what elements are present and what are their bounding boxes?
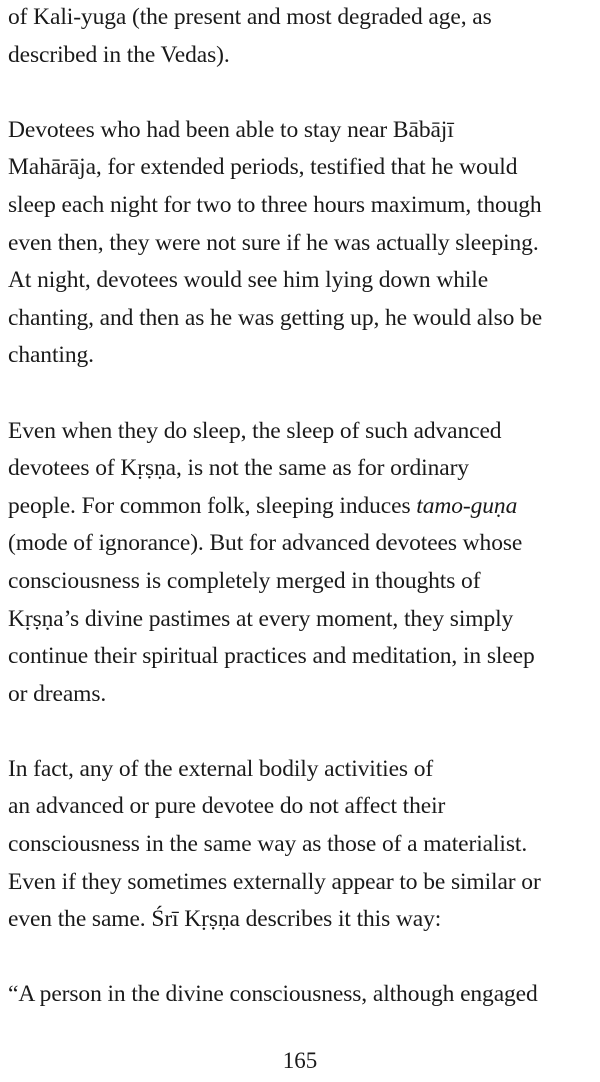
text-line: Devotees who had been able to stay near Bābājī (8, 116, 454, 143)
paragraph-5 (8, 976, 598, 1014)
paragraph-2 (8, 112, 598, 375)
text-line: even the same. Śrī Kṛṣṇa describes it this way: (8, 906, 442, 933)
text-line: Even if they sometimes externally appear to be similar or (8, 868, 541, 895)
text-line: chanting. (8, 342, 94, 369)
body-text (8, 0, 598, 1014)
text-line: or dreams. (8, 680, 107, 707)
text-line: devotees of Kṛṣṇa, is not the same as for ordinary (8, 455, 469, 482)
paragraph-3 (8, 413, 598, 714)
text-line: In fact, any of the external bodily activities of (8, 755, 434, 782)
text-line: described in the Vedas). (8, 41, 230, 68)
text-line: an advanced or pure devotee do not affect their (8, 793, 446, 820)
paragraph-1 (8, 0, 598, 74)
page-number: 165 (282, 1048, 318, 1073)
text-line: sleep each night for two to three hours maximum, though (8, 191, 542, 218)
text-line: of Kali-yuga (the present and most degraded age, as (8, 4, 492, 30)
text-line: chanting, and then as he was getting up, he would also be (8, 304, 543, 331)
text-line: Kṛṣṇa’s divine pastimes at every moment, they simply (8, 605, 514, 632)
italic-term: tamo-guṇa (416, 492, 518, 519)
paragraph-4 (8, 751, 598, 939)
text-line: “A person in the divine consciousness, although engaged (8, 981, 538, 1008)
text-segment: people. For common folk, sleeping induces (8, 492, 411, 519)
text-line: Mahārāja, for extended periods, testified that he would (8, 154, 518, 181)
text-line (8, 488, 598, 526)
text-line: consciousness in the same way as those of a materialist. (8, 831, 528, 858)
text-line: consciousness is completely merged in thoughts of (8, 567, 481, 594)
text-line: (mode of ignorance). But for advanced devotees whose (8, 530, 523, 557)
text-line: continue their spiritual practices and meditation, in sleep (8, 643, 535, 670)
text-line: At night, devotees would see him lying down while (8, 267, 489, 294)
text-line: Even when they do sleep, the sleep of such advanced (8, 417, 502, 444)
text-line: even then, they were not sure if he was actually sleeping. (8, 229, 539, 256)
